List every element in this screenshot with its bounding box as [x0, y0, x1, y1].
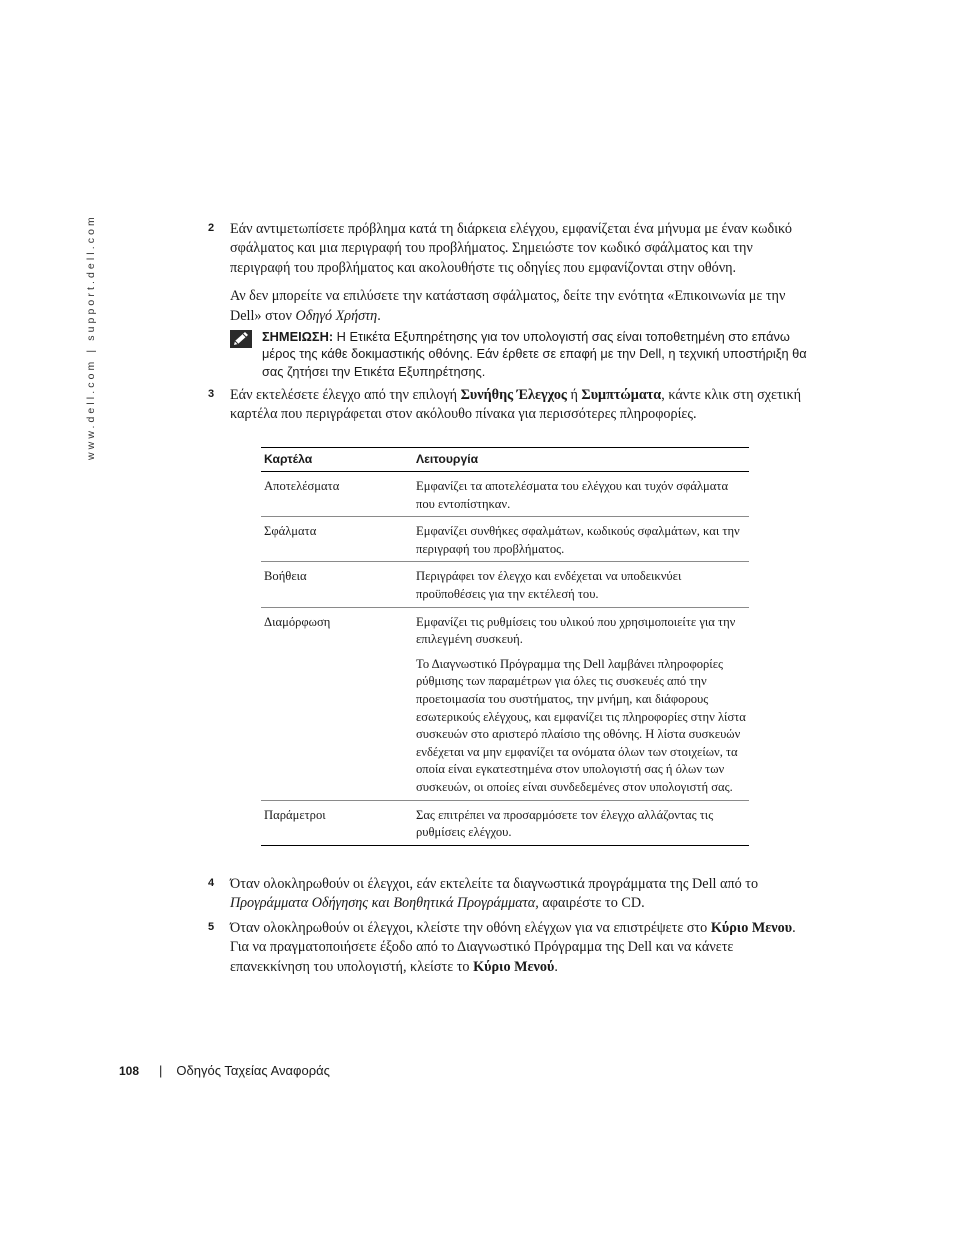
description-para: Εμφανίζει τις ρυθμίσεις του υλικού που χρησιμοποιείτε για την επιλεγμένη συσκευή.	[416, 614, 736, 647]
step-2	[208, 220, 814, 326]
bold-run: Κύριο Μενου	[710, 920, 793, 936]
tab-name: Παράμετροι	[261, 800, 413, 845]
text-run: Αν δεν μπορείτε να επιλύσετε την κατάσταση σφάλματος, δείτε την ενότητα «Επικοινωνία με την Dell» στον	[230, 288, 786, 324]
table-row	[261, 562, 749, 607]
italic-run: Οδηγό Χρήστη	[295, 307, 378, 324]
note-label: ΣΗΜΕΙΩΣΗ:	[262, 329, 334, 344]
step-number: 4	[208, 877, 215, 889]
tab-description	[413, 517, 749, 562]
tab-description	[413, 607, 749, 800]
description-para: Το Διαγνωστικό Πρόγραμμα της Dell λαμβάνει πληροφορίες ρύθμισης των παραμέτρων για όλες τις συσκευές από την προετοιμασία του συστήματος, την μνήμη, και διάφορους εσωτερικούς ελέγχους, και εμφανίζει τις πληροφορίες στην λίστα συσκευών στο αριστερό πλαίσιο της οθόνης. Η λίστα συσκευών ενδέχεται να μην εμφανίζει τα ονόματα όλων των στοιχείων, τα οποία είναι εγκατεστημένα στον υπολογιστή σας ή όλων των συσκευών, οι οποίες είναι συνδεδεμένες στον υπολογιστή σας.	[416, 656, 746, 794]
side-url: www.dell.com | support.dell.com	[85, 214, 97, 460]
text-run: Εάν εκτελέσετε έλεγχο από την επιλογή	[230, 387, 461, 403]
note-text: Η Ετικέτα Εξυπηρέτησης για τον υπολογιστή σας είναι τοποθετημένη στο επάνω μέρος της κάθε δοκιμαστικής οθόνης. Εάν έρθετε σε επαφή με την Dell, η τεχνική υποστήριξη θα σας ζητήσει την Ετικέτα Εξυπηρέτησης.	[262, 329, 807, 379]
italic-run: Προγράμματα Οδήγησης και Βοηθητικά Προγράμματα,	[230, 895, 539, 912]
page-number: 108	[119, 1064, 140, 1078]
tab-name: Αποτελέσματα	[261, 472, 413, 517]
text-run: . Για να πραγματοποιήσετε έξοδο από το Διαγνωστικό Πρόγραμμα της Dell και να κάνετε επανεκκίνηση του υπολογιστή, κλείστε το	[230, 920, 796, 975]
text-run: .	[377, 307, 381, 324]
step-5	[208, 919, 814, 977]
description-para: Εμφανίζει τα αποτελέσματα του ελέγχου και τυχόν σφάλματα που εντοπίστηκαν.	[416, 479, 729, 511]
text-run: .	[554, 958, 558, 975]
note-box	[230, 328, 820, 380]
tab-description	[413, 800, 749, 845]
column-header-tab: Καρτέλα	[261, 448, 413, 472]
step-2-para-2	[230, 287, 814, 326]
table-header-row	[261, 448, 749, 472]
table-row	[261, 607, 749, 800]
page-footer	[119, 1062, 330, 1080]
step-number: 5	[208, 921, 215, 933]
document-title: Οδηγός Ταχείας Αναφοράς	[176, 1063, 330, 1078]
description-para: Εμφανίζει συνθήκες σφαλμάτων, κωδικούς σφαλμάτων, και την περιγραφή του προβλήματος.	[416, 524, 740, 556]
bold-run: Συνήθης Έλεγχος	[460, 387, 567, 403]
note-pencil-icon	[230, 330, 252, 348]
footer-separator: |	[159, 1063, 163, 1078]
column-header-function: Λειτουργία	[413, 448, 749, 472]
step-3	[208, 386, 814, 425]
bold-run: Συμπτώματα	[581, 387, 662, 403]
text-run: Όταν ολοκληρωθούν οι έλεγχοι, εάν εκτελείτε τα διαγνωστικά προγράμματα της Dell από το	[230, 876, 759, 892]
bold-run: Κύριο Μενού	[473, 958, 555, 975]
step-3-para	[230, 386, 814, 425]
tab-name: Διαμόρφωση	[261, 607, 413, 800]
text-run: , κάντε κλικ στη σχετική καρτέλα που περιγράφεται στον ακόλουθο πίνακα για περισσότερες πληροφορίες.	[230, 387, 802, 423]
tab-description	[413, 562, 749, 607]
text-run: αφαιρέστε το CD.	[538, 895, 645, 912]
text-run: Όταν ολοκληρωθούν οι έλεγχοι, κλείστε την οθόνη ελέγχων για να επιστρέψετε στο	[230, 920, 711, 936]
step-number: 2	[208, 222, 215, 234]
step-5-para	[230, 919, 814, 977]
tab-description	[413, 472, 749, 517]
text-run: ή	[566, 387, 582, 403]
table-row	[261, 517, 749, 562]
tab-name: Σφάλματα	[261, 517, 413, 562]
step-4	[208, 875, 814, 914]
step-2-para-1: Εάν αντιμετωπίσετε πρόβλημα κατά τη διάρκεια ελέγχου, εμφανίζεται ένα μήνυμα με έναν κωδικό σφάλματος και μια περιγραφή του προβλήματος. Σημειώστε τον κωδικό σφάλματος και την περιγραφή του προβλήματος και ακολουθήστε τις οδηγίες που εμφανίζονται στην οθόνη.	[230, 221, 792, 276]
description-para: Περιγράφει τον έλεγχο και ενδέχεται να υποδεικνύει προϋποθέσεις για την εκτέλεσή του.	[416, 569, 682, 601]
step-number: 3	[208, 388, 215, 400]
description-para: Σας επιτρέπει να προσαρμόσετε τον έλεγχο αλλάζοντας τις ρυθμίσεις ελέγχου.	[416, 807, 714, 840]
table-row	[261, 800, 749, 845]
tab-name: Βοήθεια	[261, 562, 413, 607]
tabs-table	[261, 447, 749, 846]
table-row	[261, 472, 749, 517]
step-4-para	[230, 875, 814, 914]
